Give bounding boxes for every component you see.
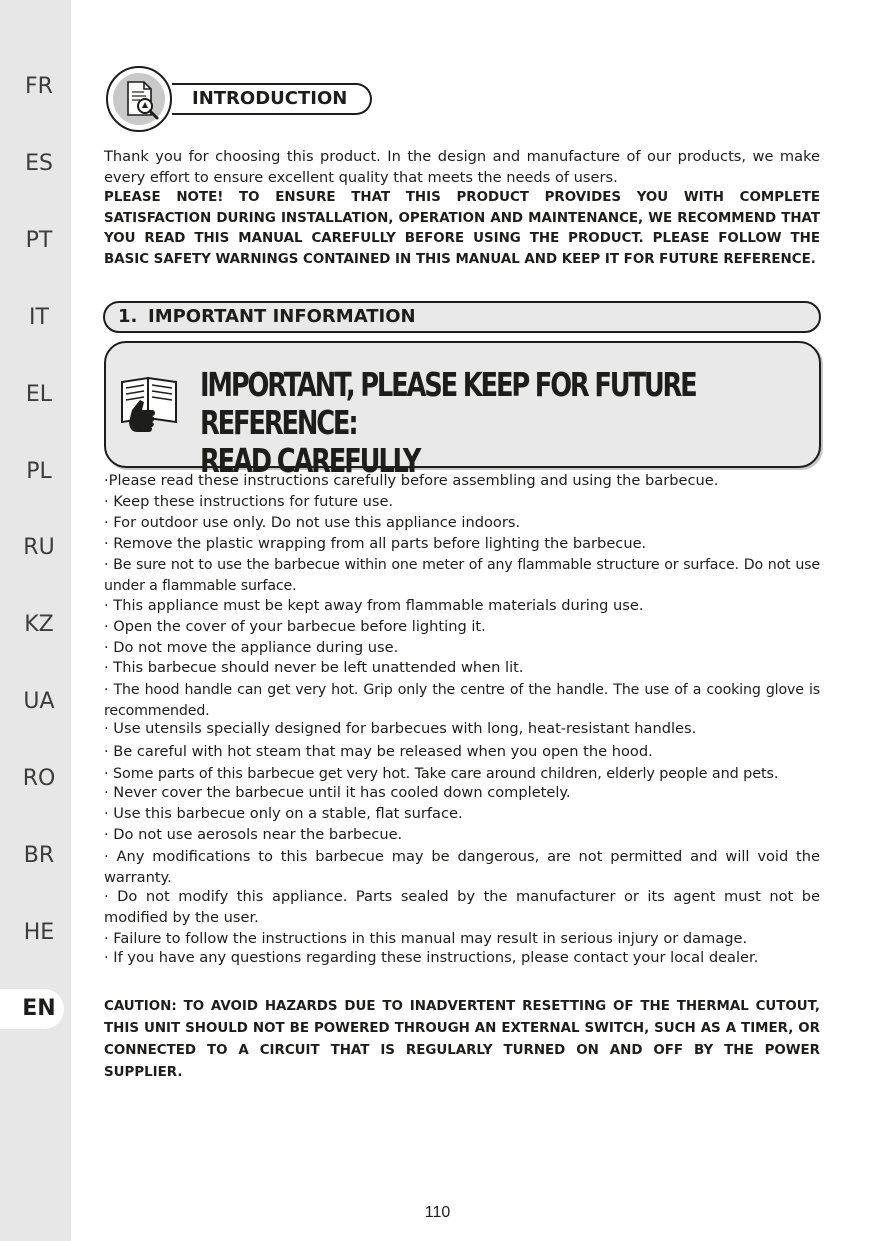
- lang-tab-it[interactable]: IT: [29, 305, 49, 330]
- lang-tab-he[interactable]: HE: [23, 920, 55, 945]
- intro-note: PLEASE NOTE! TO ENSURE THAT THIS PRODUCT PROVIDES YOU WITH COMPLETE SATISFACTION DURING INSTALLATION, OPERATION AND MAINTENANCE, WE RECOMMEND THAT YOU READ THIS MANUAL CAREFULLY BEFORE USING THE PRODUCT. PLEASE FOLLOW THE BASIC SAFETY WARNINGS CONTAINED IN THIS MANUAL AND KEEP IT FOR FUTURE REFERENCE.: [104, 190, 820, 267]
- lang-tab-fr[interactable]: FR: [25, 74, 53, 99]
- list-item: · Remove the plastic wrapping from all parts before lighting the barbecue.: [104, 535, 647, 552]
- warning-title-line2: READ CAREFULLY: [200, 441, 420, 480]
- page-number: 110: [424, 1204, 451, 1221]
- list-item: · The hood handle can get very hot. Grip only the centre of the handle. The use of a cooking glove is recommended.: [104, 682, 820, 719]
- list-item: · Be careful with hot steam that may be released when you open the hood.: [104, 743, 653, 760]
- list-item: · For outdoor use only. Do not use this appliance indoors.: [104, 514, 521, 531]
- lang-tab-el[interactable]: EL: [25, 382, 53, 407]
- lang-tab-br[interactable]: BR: [23, 843, 55, 868]
- list-item: · Failure to follow the instructions in this manual may result in serious injury or damage.: [104, 930, 748, 947]
- lang-tab-pl[interactable]: PL: [26, 459, 52, 484]
- lang-tab-ru[interactable]: RU: [23, 535, 55, 560]
- list-item: ·Please read these instructions carefully before assembling and using the barbecue.: [104, 472, 719, 489]
- list-item: · Use this barbecue only on a stable, flat surface.: [104, 805, 463, 822]
- lang-tab-ua[interactable]: UA: [23, 689, 55, 714]
- list-item: · Do not modify this appliance. Parts sealed by the manufacturer or its agent must not be modified by the user.: [104, 888, 820, 926]
- lang-tab-en-active[interactable]: EN: [0, 989, 64, 1029]
- list-item: · Some parts of this barbecue get very hot. Take care around children, elderly people and pets.: [104, 766, 779, 782]
- lang-tab-ro[interactable]: RO: [22, 766, 56, 791]
- list-item: · Use utensils specially designed for barbecues with long, heat-resistant handles.: [104, 720, 697, 737]
- read-manual-icon: [118, 370, 184, 440]
- list-item: · Keep these instructions for future use.: [104, 493, 394, 510]
- intro-text: Thank you for choosing this product. In the design and manufacture of our products, we make every effort to ensure excellent quality that meets the needs of users.: [104, 148, 820, 186]
- intro-title: INTRODUCTION: [192, 88, 348, 109]
- caution-notice: CAUTION: TO AVOID HAZARDS DUE TO INADVERTENT RESETTING OF THE THERMAL CUTOUT, THIS UNIT SHOULD NOT BE POWERED THROUGH AN EXTERNAL SWITCH, SUCH AS A TIMER, OR CONNECTED TO A CIRCUIT THAT IS REGULARLY TURNED ON AND OFF BY THE POWER SUPPLIER.: [104, 999, 820, 1080]
- lang-tab-es[interactable]: ES: [25, 151, 53, 176]
- list-item: · Any modifications to this barbecue may be dangerous, are not permitted and will void the warranty.: [104, 848, 820, 886]
- document-search-icon: [106, 66, 172, 132]
- lang-tab-kz[interactable]: KZ: [24, 612, 54, 637]
- section-title: [118, 306, 416, 327]
- list-item: · Do not move the appliance during use.: [104, 639, 399, 656]
- list-item: · Do not use aerosols near the barbecue.: [104, 826, 403, 843]
- list-item: · This appliance must be kept away from flammable materials during use.: [104, 597, 644, 614]
- section-number: 1.: [118, 306, 138, 327]
- section-title-text: IMPORTANT INFORMATION: [148, 306, 416, 327]
- list-item: · Be sure not to use the barbecue within one meter of any flammable structure or surface. Do not use under a flammable surface.: [104, 557, 820, 594]
- list-item: · If you have any questions regarding these instructions, please contact your local dealer.: [104, 949, 759, 966]
- warning-title-line1: IMPORTANT, PLEASE KEEP FOR FUTURE REFERENCE:: [200, 365, 696, 442]
- list-item: · Open the cover of your barbecue before lighting it.: [104, 618, 486, 635]
- list-item: · This barbecue should never be left unattended when lit.: [104, 659, 524, 676]
- warning-title: [200, 366, 793, 480]
- lang-tab-pt[interactable]: PT: [25, 228, 53, 253]
- list-item: · Never cover the barbecue until it has cooled down completely.: [104, 784, 571, 801]
